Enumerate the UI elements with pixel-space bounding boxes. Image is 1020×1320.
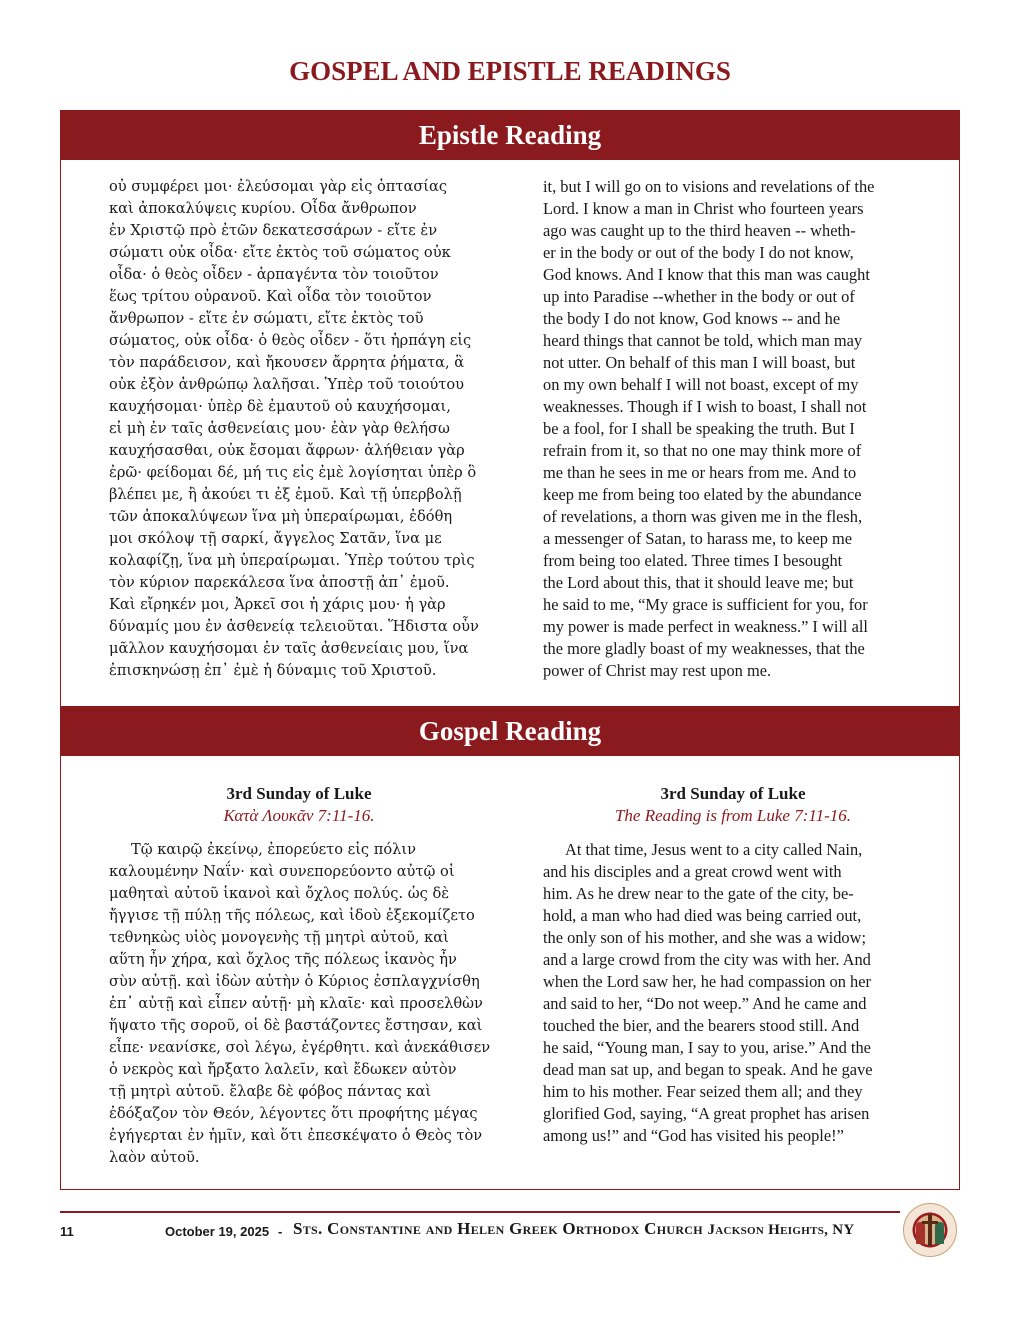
text-line: σὺν αὐτῇ. καὶ ἰδὼν αὐτὴν ὁ Κύριος ἐσπλαγχνίσθη <box>109 973 480 990</box>
text-line: glorified God, saying, “A great prophet has arisen <box>543 1104 870 1123</box>
text-line: up into Paradise --whether in the body or out of <box>543 287 855 306</box>
text-line: κολαφίζῃ, ἵνα μὴ ὑπεραίρωμαι. Ὑπὲρ τούτου τρὶς <box>109 552 475 569</box>
text-line: and said to her, “Do not weep.” And he came and <box>543 994 867 1013</box>
text-line: καυχήσομαι· ὑπὲρ δὲ ἐμαυτοῦ οὐ καυχήσομαι, <box>109 398 451 415</box>
text-line: Lord. I know a man in Christ who fourteen years <box>543 199 864 218</box>
text-line: weaknesses. Though if I wish to boast, I shall not <box>543 397 867 416</box>
text-line: Τῷ καιρῷ ἐκείνῳ, ἐπορεύετο εἰς πόλιν <box>131 841 416 858</box>
text-line: σώματι οὐκ οἶδα· εἴτε ἐκτὸς τοῦ σώματος οὐκ <box>109 244 451 261</box>
text-line: keep me from being too elated by the abundance <box>543 485 862 504</box>
gospel-english-title: 3rd Sunday of Luke <box>660 784 806 803</box>
text-line: τῶν ἀποκαλύψεων ἵνα μὴ ὑπεραίρωμαι, ἐδόθη <box>109 508 453 525</box>
text-line: the only son of his mother, and she was a widow; <box>543 928 867 947</box>
text-line: εἰ μὴ ἐν ταῖς ἀσθενείαις μου· ἐὰν γὰρ θελήσω <box>109 420 450 437</box>
text-line: of revelations, a thorn was given me in the flesh, <box>543 507 863 526</box>
text-line: ἐν Χριστῷ πρὸ ἐτῶν δεκατεσσάρων - εἴτε ἐν <box>109 222 438 239</box>
text-line: me than he sees in me or hears from me. And to <box>543 463 857 482</box>
footer-separator: - <box>278 1224 283 1239</box>
saint-constantine-figure <box>916 1222 925 1244</box>
saint-helen-figure <box>935 1222 944 1244</box>
text-line: it, but I will go on to visions and revelations of the <box>543 177 875 196</box>
epistle-greek-text <box>109 176 489 682</box>
text-line: καὶ ἀποκαλύψεις κυρίου. Οἶδα ἄνθρωπον <box>109 200 417 217</box>
text-line: touched the bier, and the bearers stood still. And <box>543 1016 860 1035</box>
gospel-greek-text <box>109 839 489 1169</box>
text-line: λαὸν αὐτοῦ. <box>109 1149 200 1166</box>
text-line: my power is made perfect in weakness.” I will all <box>543 617 868 636</box>
text-line: from being too elated. Three times I besought <box>543 551 843 570</box>
text-line: he said, “Young man, I say to you, arise.” And the <box>543 1038 871 1057</box>
footer-divider <box>60 1211 900 1213</box>
text-line: μᾶλλον καυχήσομαι ἐν ταῖς ἀσθενείαις μου, ἵνα <box>109 640 469 657</box>
page-title: GOSPEL AND EPISTLE READINGS <box>289 56 731 86</box>
text-line: εἶπε· νεανίσκε, σοὶ λέγω, ἐγέρθητι. καὶ ἀνεκάθισεν <box>109 1039 491 1056</box>
text-line: σώματος, οὐκ οἶδα· ὁ θεὸς οἶδεν - ὅτι ἡρπάγη εἰς <box>109 332 472 349</box>
text-line: ὁ νεκρὸς καὶ ἤρξατο λαλεῖν, καὶ ἔδωκεν αὐτὸν <box>109 1061 457 1078</box>
text-line: ἐπ᾽ αὐτῇ καὶ εἶπεν αὐτῇ· μὴ κλαῖε· καὶ προσελθὼν <box>109 995 483 1012</box>
text-line: him to his mother. Fear seized them all; and they <box>543 1082 863 1101</box>
text-line: ἕως τρίτου οὐρανοῦ. Καὶ οἶδα τὸν τοιοῦτον <box>109 288 432 305</box>
text-line: him. As he drew near to the gate of the city, be- <box>543 884 854 903</box>
gospel-english-text <box>543 839 923 1147</box>
text-line: God knows. And I know that this man was caught <box>543 265 870 284</box>
text-line: τεθνηκὼς υἱὸς μονογενὴς τῇ μητρὶ αὐτοῦ, καὶ <box>109 929 449 946</box>
gospel-english-column <box>543 783 923 1147</box>
text-line: δύναμίς μου ἐν ἀσθενείᾳ τελειοῦται. Ἥδιστα οὖν <box>109 618 479 635</box>
page-number: 11 <box>60 1224 74 1239</box>
text-line: τὸν κύριον παρεκάλεσα ἵνα ἀποστῇ ἀπ᾽ ἐμοῦ. <box>109 574 450 591</box>
church-name: Sts. Constantine and Helen Greek Orthodox Church <box>293 1219 703 1238</box>
text-line: At that time, Jesus went to a city called Nain, <box>565 840 863 859</box>
footer-date: October 19, 2025 <box>165 1224 270 1239</box>
text-line: τῇ μητρὶ αὐτοῦ. ἔλαβε δὲ φόβος πάντας καὶ <box>109 1083 432 1100</box>
gospel-greek-column <box>109 783 489 1169</box>
text-line: the body I do not know, God knows -- and he <box>543 309 841 328</box>
church-seal-icon <box>903 1203 957 1257</box>
text-line: μαθηταὶ αὐτοῦ ἱκανοὶ καὶ ὄχλος πολύς. ὡς δὲ <box>109 885 450 902</box>
text-line: ago was caught up to the third heaven -- wheth- <box>543 221 856 240</box>
text-line: a messenger of Satan, to harass me, to keep me <box>543 529 853 548</box>
text-line: refrain from it, so that no one may think more of <box>543 441 862 460</box>
epistle-section <box>60 110 960 706</box>
text-line: power of Christ may rest upon me. <box>543 661 772 680</box>
gospel-header: Gospel Reading <box>61 706 959 756</box>
text-line: ἐγήγερται ἐν ἡμῖν, καὶ ὅτι ἐπεσκέψατο ὁ Θεὸς τὸν <box>109 1127 483 1144</box>
text-line: τὸν παράδεισον, καὶ ἤκουσεν ἄρρητα ῥήματα, ἃ <box>109 354 465 371</box>
church-location: Jackson Heights, NY <box>707 1222 855 1238</box>
text-line: dead man sat up, and began to speak. And he gave <box>543 1060 873 1079</box>
cross-bar <box>922 1221 938 1224</box>
gospel-section <box>60 706 960 1190</box>
text-line: οὐ συμφέρει μοι· ἐλεύσομαι γὰρ εἰς ὀπτασίας <box>109 178 448 195</box>
text-line: οὐκ ἐξὸν ἀνθρώπῳ λαλῆσαι. Ὑπὲρ τοῦ τοιούτου <box>109 376 465 393</box>
text-line: on my own behalf I will not boast, except of my <box>543 375 859 394</box>
text-line: among us!” and “God has visited his people!” <box>543 1126 844 1145</box>
text-line: Καὶ εἴρηκέν μοι, Ἀρκεῖ σοι ἡ χάρις μου· ἡ γὰρ <box>109 596 446 613</box>
text-line: when the Lord saw her, he had compassion on her <box>543 972 871 991</box>
footer <box>60 1219 900 1244</box>
text-line: hold, a man who had died was being carried out, <box>543 906 862 925</box>
text-line: βλέπει με, ἢ ἀκούει τι ἐξ ἐμοῦ. Καὶ τῇ ὑπερβολῇ <box>109 486 462 503</box>
text-line: οἶδα· ὁ θεὸς οἶδεν - ἁρπαγέντα τὸν τοιοῦτον <box>109 266 439 283</box>
text-line: he said to me, “My grace is sufficient for you, for <box>543 595 868 614</box>
text-line: αὕτη ἦν χήρα, καὶ ὄχλος τῆς πόλεως ἱκανὸς ἦν <box>109 951 457 968</box>
text-line: ἤγγισε τῇ πύλῃ τῆς πόλεως, καὶ ἰδοὺ ἐξεκομίζετο <box>109 907 475 924</box>
text-line: the more gladly boast of my weaknesses, that the <box>543 639 865 658</box>
gospel-english-reference: The Reading is from Luke 7:11-16. <box>614 806 852 825</box>
text-line: not utter. On behalf of this man I will boast, but <box>543 353 856 372</box>
cross-icon <box>928 1214 932 1246</box>
text-line: be a fool, for I shall be speaking the truth. But I <box>543 419 855 438</box>
text-line: ἐρῶ· φείδομαι δέ, μή τις εἰς ἐμὲ λογίσηται ὑπὲρ ὃ <box>109 464 477 481</box>
footer-church-name <box>293 1219 855 1239</box>
text-line: καυχήσασθαι, οὐκ ἔσομαι ἄφρων· ἀλήθειαν γὰρ <box>109 442 465 459</box>
text-line: ἐδόξαζον τὸν Θεόν, λέγοντες ὅτι προφήτης μέγας <box>109 1105 478 1122</box>
text-line: er in the body or out of the body I do not know, <box>543 243 854 262</box>
gospel-greek-title: 3rd Sunday of Luke <box>226 784 372 803</box>
text-line: μοι σκόλοψ τῇ σαρκί, ἄγγελος Σατᾶν, ἵνα με <box>109 530 442 547</box>
text-line: and his disciples and a great crowd went with <box>543 862 842 881</box>
text-line: heard things that cannot be told, which man may <box>543 331 863 350</box>
text-line: and a large crowd from the city was with her. And <box>543 950 871 969</box>
epistle-header: Epistle Reading <box>61 110 959 160</box>
text-line: the Lord about this, that it should leave me; but <box>543 573 854 592</box>
text-line: καλουμένην Ναΐν· καὶ συνεπορεύοντο αὐτῷ οἱ <box>109 863 455 880</box>
epistle-english-text <box>543 176 923 682</box>
text-line: ἐπισκηνώσῃ ἐπ᾽ ἐμὲ ἡ δύναμις τοῦ Χριστοῦ. <box>109 662 437 679</box>
text-line: ἄνθρωπον - εἴτε ἐν σώματι, εἴτε ἐκτὸς τοῦ <box>109 310 424 327</box>
gospel-greek-reference: Κατὰ Λουκᾶν 7:11-16. <box>223 806 375 825</box>
text-line: ἥψατο τῆς σοροῦ, οἱ δὲ βαστάζοντες ἔστησαν, καὶ <box>109 1017 483 1034</box>
